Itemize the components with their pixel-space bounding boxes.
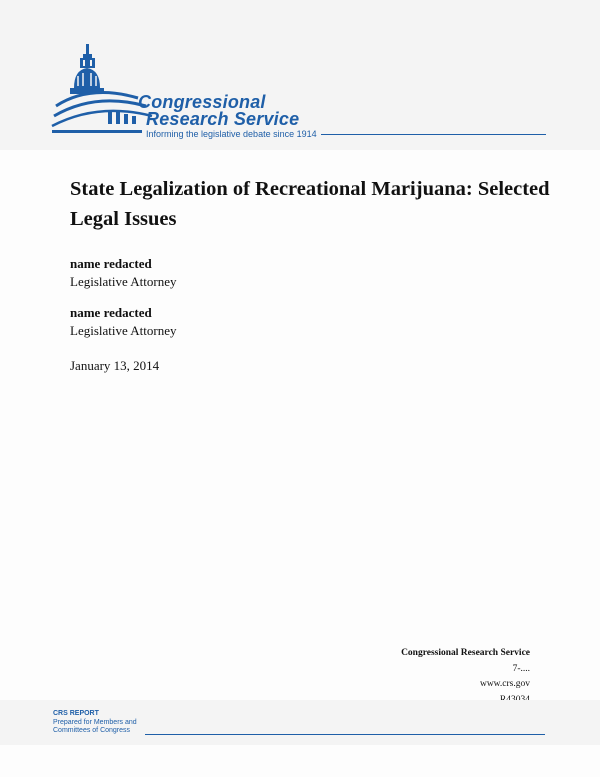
footer-label — [53, 710, 137, 736]
publisher-phone: 7-.... — [512, 663, 530, 674]
author-block — [70, 304, 177, 340]
brand-name-line2: Research Service — [146, 109, 300, 129]
crs-wordmark — [138, 94, 299, 128]
publisher-website[interactable]: www.crs.gov — [479, 679, 530, 689]
report-title: State Legalization of Recreational Marijuana: Selected Legal Issues — [70, 178, 550, 230]
footer-report-type: CRS REPORT — [53, 710, 99, 717]
author-name: name redacted — [70, 305, 152, 320]
footer-rule — [145, 734, 545, 735]
report-date: January 13, 2014 — [70, 358, 160, 373]
author-name: name redacted — [70, 256, 152, 271]
publisher-name: Congressional Research Service — [401, 648, 530, 658]
tagline-row — [146, 129, 546, 139]
tagline: Informing the legislative debate since 1914 — [146, 129, 317, 139]
author-block — [70, 255, 177, 291]
footer-audience-line2: Committees of Congress — [53, 727, 131, 734]
footer-audience-line1: Prepared for Members and — [53, 718, 137, 726]
author-role: Legislative Attorney — [70, 323, 177, 338]
brand-name-line1: Congressional — [138, 92, 266, 112]
publisher-info — [401, 646, 530, 708]
author-role: Legislative Attorney — [70, 274, 177, 289]
tagline-rule — [321, 134, 546, 135]
